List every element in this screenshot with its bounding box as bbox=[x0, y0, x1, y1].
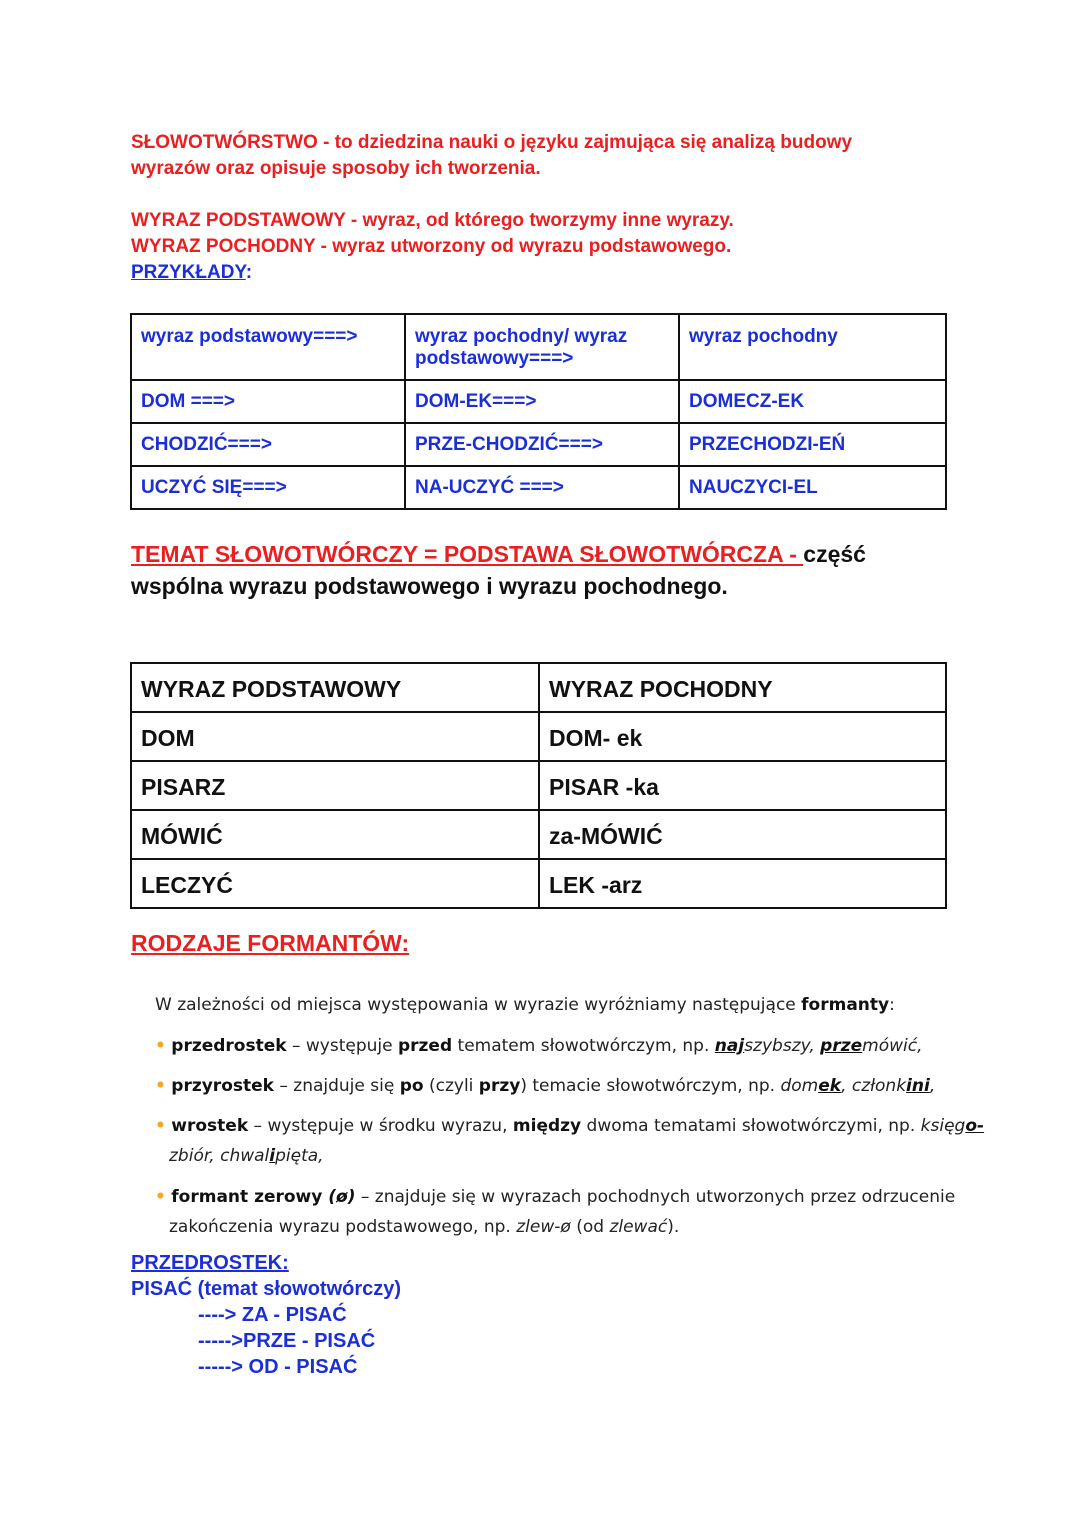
przedrostek-heading: PRZEDROSTEK: bbox=[131, 1252, 289, 1274]
table-row bbox=[131, 423, 946, 466]
text-bold: przy bbox=[478, 1076, 521, 1096]
end: , bbox=[318, 1146, 324, 1166]
text-bold: po bbox=[399, 1076, 424, 1096]
definition-text bbox=[131, 130, 852, 182]
derived-item: ----->PRZE - PISAĆ bbox=[198, 1330, 376, 1352]
example-suffix: ek bbox=[818, 1076, 842, 1096]
examples-table bbox=[130, 313, 947, 510]
text: – występuje bbox=[286, 1036, 398, 1056]
example: zlew-ø bbox=[516, 1217, 571, 1237]
table-cell: NAUCZYCI-EL bbox=[679, 466, 946, 509]
temat-rest-1: część bbox=[803, 541, 866, 567]
text: tematem słowotwórczym, np. bbox=[452, 1036, 715, 1056]
example: mówić bbox=[862, 1036, 918, 1056]
table-row bbox=[131, 466, 946, 509]
rodzaje-heading: RODZAJE FORMANTÓW: bbox=[131, 930, 410, 956]
przedrostek-section bbox=[131, 1250, 401, 1380]
intro-text: W zależności od miejsca występowania w wyrazie wyróżniamy następujące bbox=[155, 995, 802, 1015]
example: chwal bbox=[220, 1146, 270, 1166]
przyklady-heading: PRZYKŁADY bbox=[131, 262, 246, 283]
table-cell: CHODZIĆ===> bbox=[131, 423, 405, 466]
text: – znajduje się bbox=[273, 1076, 400, 1096]
przyklady-colon: : bbox=[245, 262, 253, 283]
term: formant zerowy bbox=[171, 1187, 323, 1207]
sep: , bbox=[841, 1076, 852, 1096]
table-header-row bbox=[131, 314, 946, 380]
table-header-cell: wyraz pochodny/ wyraz podstawowy===> bbox=[405, 314, 679, 380]
table-row bbox=[131, 712, 946, 761]
table-row bbox=[131, 380, 946, 423]
end: , bbox=[917, 1036, 923, 1056]
table-row bbox=[131, 761, 946, 810]
bullet-icon: • bbox=[155, 1187, 166, 1207]
table-header-cell: wyraz pochodny bbox=[679, 314, 946, 380]
list-item-przyrostek bbox=[155, 1071, 935, 1101]
text: dwoma tematami słowotwórczymi, np. bbox=[581, 1116, 921, 1136]
term-podstawowy: WYRAZ PODSTAWOWY - wyraz, od którego tworzymy inne wyrazy. bbox=[131, 210, 734, 231]
intro-colon: : bbox=[889, 995, 895, 1015]
table-cell: za-MÓWIĆ bbox=[539, 810, 946, 859]
table-header-cell: WYRAZ POCHODNY bbox=[539, 663, 946, 712]
example: pięta bbox=[275, 1146, 319, 1166]
words-table bbox=[130, 662, 947, 909]
text: ) temacie słowotwórczym, np. bbox=[520, 1076, 781, 1096]
table-cell: PISARZ bbox=[131, 761, 539, 810]
bullet-icon: • bbox=[155, 1116, 166, 1136]
table-header-cell: wyraz podstawowy===> bbox=[131, 314, 405, 380]
table-cell: DOM-EK===> bbox=[405, 380, 679, 423]
table-cell: DOM- ek bbox=[539, 712, 946, 761]
term: przedrostek bbox=[171, 1036, 287, 1056]
terms-block bbox=[131, 208, 734, 286]
table-cell: PRZE-CHODZIĆ===> bbox=[405, 423, 679, 466]
table-cell: LEK -arz bbox=[539, 859, 946, 908]
derived-item: -----> OD - PISAĆ bbox=[198, 1356, 358, 1378]
text: (czyli bbox=[423, 1076, 479, 1096]
text: ). bbox=[667, 1217, 680, 1237]
end: , bbox=[929, 1076, 936, 1096]
temat-title: TEMAT SŁOWOTWÓRCZY = PODSTAWA SŁOWOTWÓRCZA - bbox=[131, 541, 804, 567]
table-cell: DOM bbox=[131, 712, 539, 761]
text: zakończenia wyrazu podstawowego, np. bbox=[169, 1217, 517, 1237]
definition-line-1: SŁOWOTWÓRSTWO - to dziedzina nauki o języku zajmująca się analizą budowy bbox=[131, 132, 853, 153]
text: – występuje w środku wyrazu, bbox=[248, 1116, 513, 1136]
example: członk bbox=[851, 1076, 907, 1096]
table-cell: LECZYĆ bbox=[131, 859, 539, 908]
sep: , bbox=[209, 1146, 221, 1166]
example-infix: o- bbox=[965, 1116, 985, 1136]
list-item-zerowy bbox=[155, 1182, 955, 1242]
example: szybszy bbox=[744, 1036, 810, 1056]
table-header-cell: WYRAZ PODSTAWOWY bbox=[131, 663, 539, 712]
table-cell: MÓWIĆ bbox=[131, 810, 539, 859]
table-header-row bbox=[131, 663, 946, 712]
list-item-przedrostek bbox=[155, 1031, 923, 1061]
table-row bbox=[131, 810, 946, 859]
term: wrostek bbox=[171, 1116, 249, 1136]
term: przyrostek bbox=[171, 1076, 274, 1096]
definition-line-2: wyrazów oraz opisuje sposoby ich tworzenia. bbox=[131, 158, 541, 179]
term-pochodny: WYRAZ POCHODNY - wyraz utworzony od wyrazu podstawowego. bbox=[131, 236, 732, 257]
example-prefix: prze bbox=[820, 1036, 863, 1056]
przedrostek-base: PISAĆ (temat słowotwórczy) bbox=[131, 1278, 402, 1300]
sep: , bbox=[809, 1036, 821, 1056]
example-suffix: ini bbox=[906, 1076, 930, 1096]
text: (od bbox=[570, 1217, 610, 1237]
temat-rest-2: wspólna wyrazu podstawowego i wyrazu pochodnego. bbox=[131, 573, 728, 599]
table-cell: NA-UCZYĆ ===> bbox=[405, 466, 679, 509]
example: zbiór bbox=[169, 1146, 210, 1166]
text-bold: przed bbox=[397, 1036, 453, 1056]
example-infix: i bbox=[269, 1146, 276, 1166]
text-bold: między bbox=[512, 1116, 582, 1136]
table-cell: DOM ===> bbox=[131, 380, 405, 423]
bullet-icon: • bbox=[155, 1076, 166, 1096]
bullet-icon: • bbox=[155, 1036, 166, 1056]
table-row bbox=[131, 859, 946, 908]
intro-bold: formanty bbox=[801, 995, 890, 1015]
example-prefix: naj bbox=[714, 1036, 745, 1056]
derived-item: ----> ZA - PISAĆ bbox=[198, 1304, 347, 1326]
temat-definition bbox=[131, 538, 866, 602]
text: – znajduje się w wyrazach pochodnych utworzonych przez odrzucenie bbox=[355, 1187, 956, 1207]
table-cell: PRZECHODZI-EŃ bbox=[679, 423, 946, 466]
list-item-wrostek bbox=[155, 1111, 984, 1171]
table-cell: PISAR -ka bbox=[539, 761, 946, 810]
zero-symbol: (ø) bbox=[322, 1187, 356, 1207]
formanty-intro bbox=[155, 990, 895, 1020]
example: księg bbox=[920, 1116, 966, 1136]
table-cell: DOMECZ-EK bbox=[679, 380, 946, 423]
example: dom bbox=[780, 1076, 819, 1096]
table-cell: UCZYĆ SIĘ===> bbox=[131, 466, 405, 509]
example: zlewać bbox=[609, 1217, 668, 1237]
